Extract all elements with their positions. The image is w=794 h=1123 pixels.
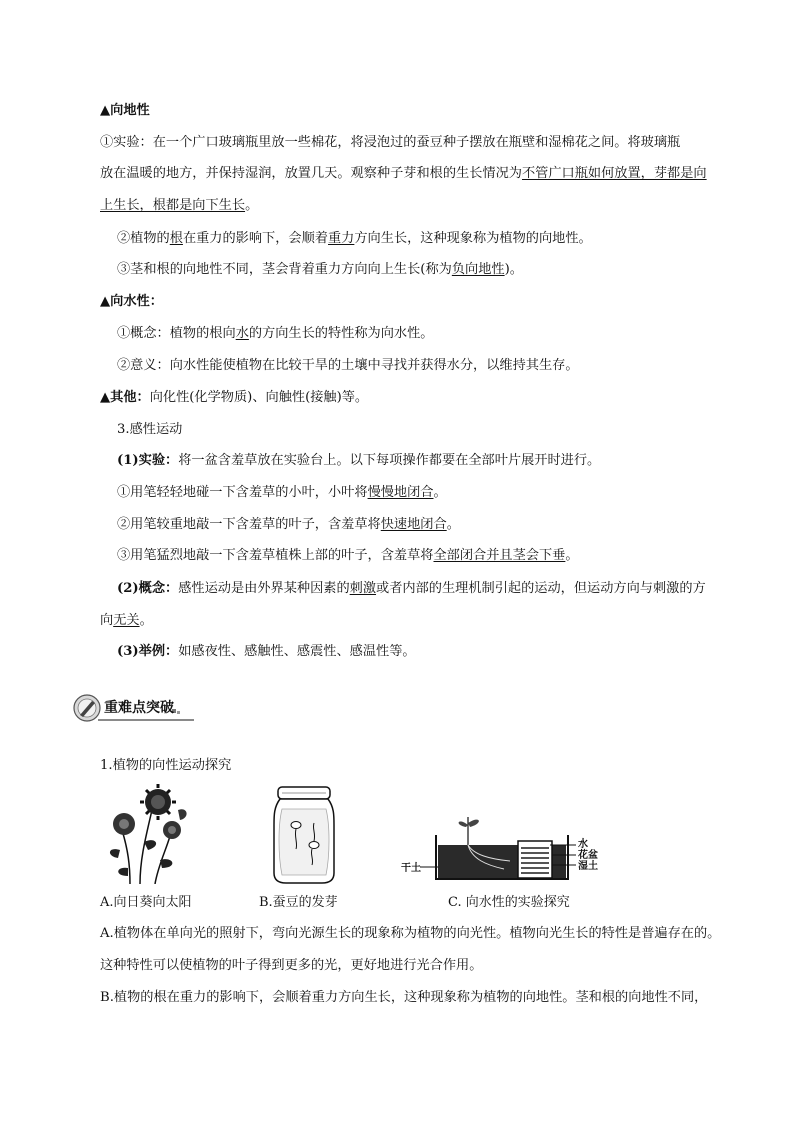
- label: (2)概念：: [117, 581, 179, 596]
- text: 向: [100, 613, 114, 628]
- paragraph-line: [117, 229, 592, 249]
- section-heading-hydrotropism: ▲向水性：: [100, 294, 163, 309]
- text: 如感夜性、感触性、感震性、感温性等。: [178, 644, 416, 659]
- text: 。: [565, 548, 579, 563]
- label: (3)举例：: [117, 644, 179, 659]
- badge-title: 重难点突破: [104, 700, 174, 716]
- paragraph-line: [100, 196, 258, 216]
- text: 放在温暖的地方，并保持湿润，放置几天。观察种子芽和根的生长情况为: [100, 166, 522, 181]
- text: 向化性(化学物质)、向触性(接触)等。: [149, 390, 369, 405]
- text: 。: [139, 613, 153, 628]
- text: ①概念：植物的根向: [117, 326, 236, 341]
- underlined-answer: 水: [235, 326, 249, 341]
- section-heading-exploration: 1.植物的向性运动探究: [100, 758, 232, 773]
- caption-b: B.蚕豆的发芽: [259, 895, 338, 910]
- underlined-answer: 快速地闭合: [380, 517, 447, 532]
- text: 感性运动是由外界某种因素的: [178, 581, 350, 596]
- paragraph-line: [100, 164, 707, 184]
- underlined-answer: 重力: [328, 231, 355, 246]
- paragraph-line: [117, 546, 579, 566]
- figure-label-pot: 花盆: [578, 850, 598, 861]
- underlined-answer: 上生长，根都是向下生长: [100, 198, 246, 213]
- underlined-answer: 不管广口瓶如何放置，芽都是向: [522, 166, 707, 181]
- paragraph-line: [117, 642, 416, 662]
- paragraph-line: [117, 483, 447, 503]
- sunflower-figure-icon: [100, 780, 192, 884]
- text: ③茎和根的向地性不同，茎会背着重力方向向上生长(称为: [117, 262, 452, 277]
- caption-a: A.向日葵向太阳: [100, 895, 192, 910]
- underlined-answer: 刺激: [349, 581, 377, 596]
- hydrotropism-figure-icon: [400, 815, 610, 885]
- underlined-answer: 慢慢地闭合: [367, 485, 434, 500]
- text: 方向生长，这种现象称为植物的向地性。: [354, 231, 592, 246]
- paragraph-line: ②意义：向水性能使植物在比较干旱的土壤中寻找并获得水分，以维持其生存。: [117, 358, 579, 373]
- underlined-answer: 全部闭合并且茎会下垂: [433, 548, 566, 563]
- text: ②用笔较重地敲一下含羞草的叶子，含羞草将: [117, 517, 381, 532]
- paragraph-line: [117, 260, 523, 280]
- text: 。: [446, 517, 460, 532]
- text: 。: [433, 485, 447, 500]
- sunflower-head-1: [140, 784, 176, 820]
- text: ②植物的: [117, 231, 170, 246]
- text: )。: [504, 262, 523, 277]
- paragraph-b: B.植物的根在重力的影响下，会顺着重力方向生长，这种现象称为植物的向地性。茎和根的向地性不同，: [100, 990, 708, 1005]
- paragraph-line: [100, 388, 368, 408]
- paragraph-a: A.植物体在单向光的照射下，弯向光源生长的现象称为植物的向光性。植物向光生长的特性是普遍存在的。这种特性可以使植物的叶子得到更多的光，更好地进行光合作用。: [100, 926, 721, 973]
- caption-c: C. 向水性的实验探究: [448, 895, 570, 910]
- paragraph-line: [117, 579, 706, 599]
- text: 。: [245, 198, 259, 213]
- section-heading-other: ▲其他：: [100, 390, 150, 405]
- underlined-answer: 根: [169, 231, 183, 246]
- figure-label-dry-soil: 干土: [401, 863, 421, 874]
- paragraph-line: [117, 515, 460, 535]
- text: 的方向生长的特性称为向水性。: [248, 326, 434, 341]
- text: ①用笔轻轻地碰一下含羞草的小叶，小叶将: [117, 485, 368, 500]
- paragraph-line: [100, 611, 153, 631]
- paragraph-line: [117, 451, 600, 471]
- paragraph-line: ①实验：在一个广口玻璃瓶里放一些棉花，将浸泡过的蚕豆种子摆放在瓶壁和湿棉花之间。将玻璃瓶: [100, 135, 681, 150]
- underlined-answer: 负向地性: [451, 262, 505, 277]
- figure-label-wet-soil: 湿土: [578, 861, 598, 872]
- label: (1)实验：: [117, 453, 179, 468]
- section-heading-geotropism: ▲向地性: [100, 103, 150, 118]
- paragraph-line: [117, 324, 434, 344]
- section-heading-nastic: 3.感性运动: [117, 422, 183, 437]
- text: 将一盆含羞草放在实验台上。以下每项操作都要在全部叶片展开时进行。: [178, 453, 601, 468]
- text: 在重力的影响下，会顺着: [182, 231, 328, 246]
- figure-label-water: 水: [578, 839, 588, 850]
- text: ③用笔猛烈地敲一下含羞草植株上部的叶子，含羞草将: [117, 548, 434, 563]
- text: 或者内部的生理机制引起的运动，但运动方向与刺激的方: [376, 581, 706, 596]
- underlined-answer: 无关: [113, 613, 140, 628]
- jar-figure-icon: [272, 785, 336, 885]
